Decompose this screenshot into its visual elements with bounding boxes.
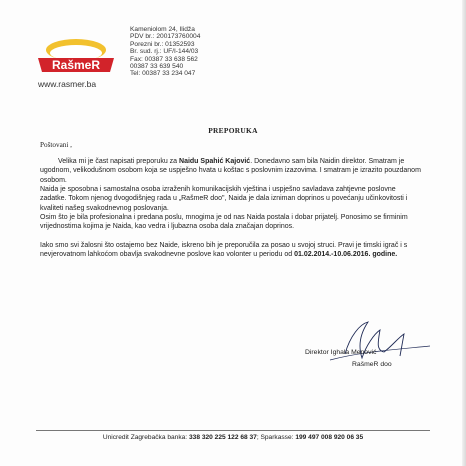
scan-edge-shadow [462,0,466,466]
logo-brand-text: RašmeR [51,58,101,72]
company-info [130,26,200,78]
greeting: Poštovani , [40,141,72,149]
footer-divider [36,430,430,431]
signature-title: Direktor Ighala Menović [305,349,377,356]
company-info-line: Br. sud. rj.: UF/I-144/03 [130,48,199,56]
footer-bank-info [0,434,466,441]
letter-title: PREPORUKA [208,126,258,135]
paragraph-1-start: Velika mi je čast napisati preporuku za [58,158,180,165]
company-info-line: 00387 33 639 540 [130,63,184,71]
signature-company: RašmeR doo [352,361,392,368]
bank2-label: ; Sparkasse: [256,434,296,441]
paragraph-4 [40,241,423,260]
company-info-line: Kameniolom 24, Ilidža [130,26,195,33]
bank1-account: 338 320 225 122 68 37 [188,434,257,441]
paragraph-2: Naida je sposobna i samostalna osoba izraženih komunikacijskih vještina i uspješno savladava zahtjevne poslovne zadatke. Tokom njenog dvogodišnjeg rada u „RašmeR doo", Naida je dala izniman doprinos u povećanju učinkovitosti i kvaliteti našeg svakodnevnog poslovanja. [40,186,408,212]
rasmer-logo [36,36,116,80]
candidate-name: Naidu Spahić Kajović [179,158,251,165]
paragraph-1 [40,157,423,185]
company-info-line: Fax: 00387 33 638 562 [130,55,198,63]
paragraph-4-text: Iako smo svi žalosni što ostajemo bez Naide, iskreno bih je preporučila za posao u svojoj struci. Pravi je timski igrač i s nevjerovatnom lahkoćom obavlja svakodnevne poslove kao volonter u periodu od [40,242,408,259]
bank1-label: Unicredit Zagrebačka banka: [102,434,189,441]
bank2-account: 199 497 008 920 06 35 [295,434,364,441]
employment-dates: 01.02.2014.-10.06.2016. godine. [294,251,398,259]
paragraph-3: Osim što je bila profesionalna i predana poslu, mnogima je od nas Naida postala i dobar prijatelj. Ponosimo se firminim vrijednostima kojima je Naida, kao vedra i ljubazna osoba dala značajan doprinos. [40,214,408,231]
paragraph-1-end: . Donedavno sam bila Naidin direktor. Smatram je ugodnom, velikodušnom osobom koja se uspješno hvata u koštac s poslovnim izazovima. I smatram je izrazito pouzdanom osobom. [40,158,421,184]
company-info-line: Porezni br.: 01352593 [130,40,195,48]
company-info-line: PDV br.: 200173760004 [130,33,201,41]
website-text: www.rasmer.ba [38,79,97,89]
company-info-line: Tel: 00387 33 234 047 [130,70,196,78]
